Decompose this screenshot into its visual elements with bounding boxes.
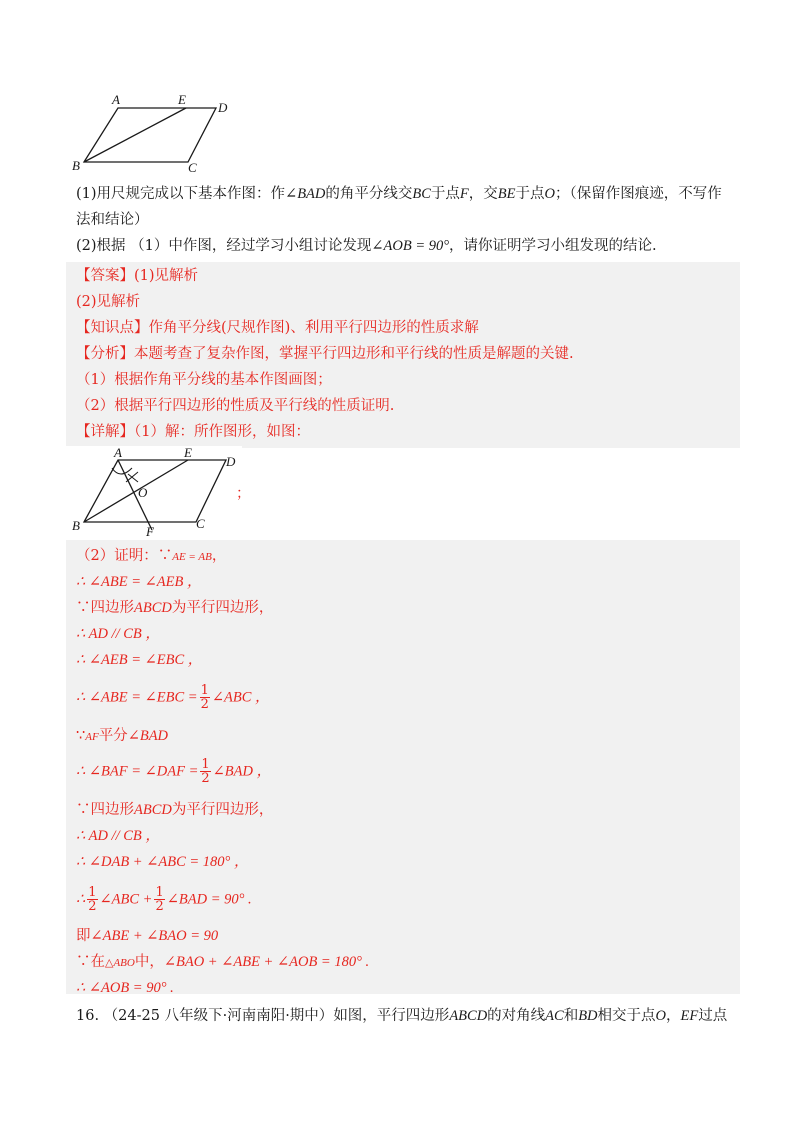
fraction-half: $\frac{1}{2}$: [201, 757, 210, 786]
label-f: F: [146, 524, 154, 538]
proof-line-10: ∴ AD // CB ，: [76, 828, 160, 844]
figure-parallelogram-2: [66, 446, 242, 538]
answer-line-1: 【答案】(1)见解析: [76, 268, 199, 284]
analysis-line: 【分析】本题考查了复杂作图，掌握平行四边形和平行线的性质是解题的关键.: [76, 346, 574, 362]
label-d: D: [226, 454, 236, 469]
label-c: C: [196, 516, 205, 531]
detail-line: 【详解】（1）解：所作图形，如图：: [76, 424, 310, 440]
question-1-line-1: (1)用尺规完成以下基本作图：作∠BAD的角平分线交BC于点F，交BE于点O；（保留作图痕迹，不写作: [76, 186, 722, 202]
figure2-punct: ；: [236, 486, 251, 502]
label-e: E: [184, 446, 192, 460]
label-c: C: [188, 160, 197, 175]
label-b: B: [72, 518, 80, 533]
label-o: O: [138, 485, 148, 500]
label-e: E: [178, 92, 186, 107]
proof-line-9: ∵四边形ABCD为平行四边形，: [76, 802, 274, 818]
fraction-half: $\frac{1}{2}$: [88, 885, 97, 914]
proof-line-11: ∴ ∠DAB + ∠ABC = 180° ，: [76, 854, 249, 870]
analysis-step-1: （1）根据作角平分线的基本作图画图；: [76, 372, 332, 388]
proof-line-15: ∴ ∠AOB = 90° .: [76, 980, 174, 996]
proof-line-1: （2）证明：∵AE = AB，: [76, 548, 227, 564]
label-b: B: [72, 158, 80, 173]
analysis-step-2: （2）根据平行四边形的性质及平行线的性质证明.: [76, 398, 395, 414]
label-d: D: [218, 100, 228, 115]
fraction-half: $\frac{1}{2}$: [200, 683, 209, 712]
proof-line-5: ∴ ∠AEB = ∠EBC ，: [76, 652, 203, 668]
proof-line-6: ∴ ∠ABE = ∠EBC = $\frac{1}{2}$ ∠ABC ，: [76, 683, 270, 712]
proof-line-13: 即∠ABE + ∠BAO = 90: [76, 928, 219, 944]
question-1-line-2: 法和结论）: [76, 212, 149, 228]
fraction-half: $\frac{1}{2}$: [155, 885, 164, 914]
question-16: 16. （24-25 八年级下·河南南阳·期中）如图，平行四边形ABCD的对角线AC和BD相交于点O，EF过点: [76, 1008, 728, 1024]
label-a: A: [112, 92, 120, 107]
knowledge-line: 【知识点】作角平分线(尺规作图)、利用平行四边形的性质求解: [76, 320, 479, 336]
figure-parallelogram-1: [66, 92, 246, 178]
proof-line-2: ∴ ∠ABE = ∠AEB ，: [76, 574, 202, 590]
question-2: (2)根据 （1）中作图，经过学习小组讨论发现∠AOB = 90°，请你证明学习小组发现的结论.: [76, 238, 657, 254]
proof-line-8: ∴ ∠BAF = ∠DAF = $\frac{1}{2}$ ∠BAD ，: [76, 757, 272, 786]
proof-line-7: ∵AF平分∠BAD: [76, 728, 169, 744]
proof-line-4: ∴ AD // CB ，: [76, 626, 160, 642]
proof-line-12: ∴ $\frac{1}{2}$ ∠ABC + $\frac{1}{2}$ ∠BAD = 90° .: [76, 885, 252, 914]
proof-line-3: ∵四边形ABCD为平行四边形，: [76, 600, 274, 616]
answer-line-2: (2)见解析: [76, 294, 141, 310]
answer-tag: 【答案】: [76, 268, 134, 284]
proof-line-14: ∵在△ABO中，∠BAO + ∠ABE + ∠AOB = 180° .: [76, 954, 370, 970]
label-a: A: [114, 446, 122, 460]
